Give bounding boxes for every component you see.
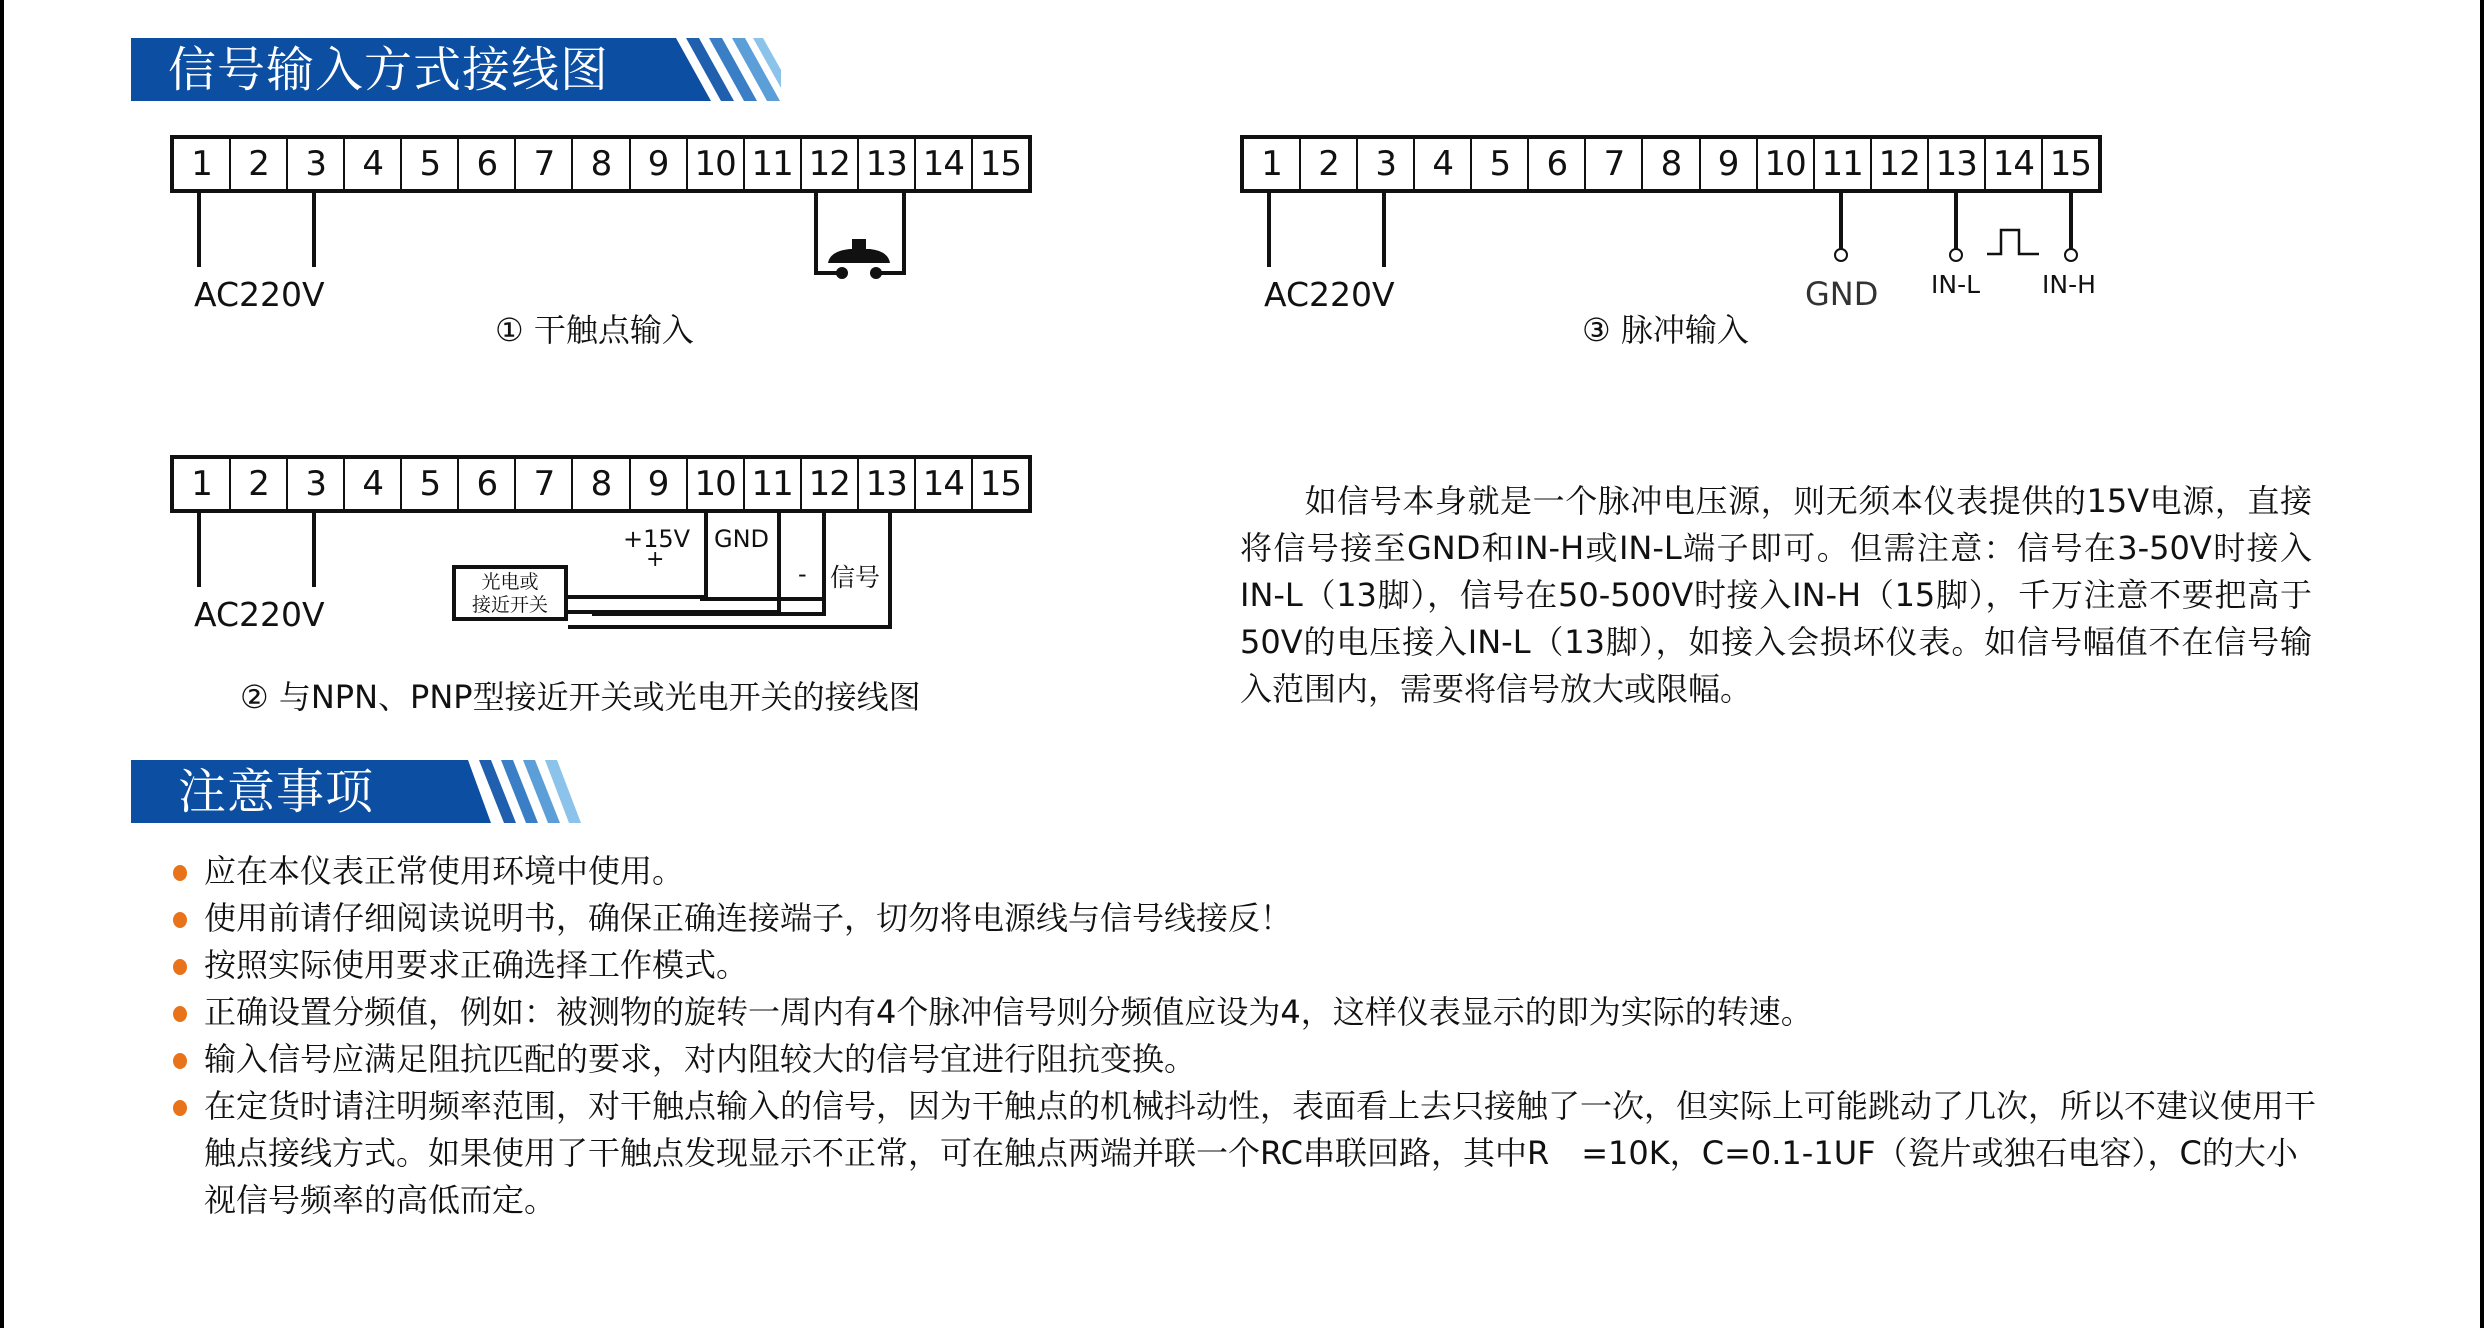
terminal-13: 13: [1929, 139, 1986, 189]
plus15v-label: +15V: [623, 525, 691, 553]
terminal-strip-pulse: [1240, 135, 2102, 193]
sensor-box-line2: 接近开关: [471, 594, 548, 616]
wire-plus15v-h: [568, 595, 708, 599]
terminal-5: 5: [402, 459, 459, 509]
bullet-icon: [173, 912, 187, 928]
terminal-10: 10: [1758, 139, 1815, 189]
terminal-3: 3: [288, 459, 345, 509]
notes-list: [170, 848, 2320, 1224]
terminal-5: 5: [1472, 139, 1529, 189]
terminal-8: 8: [573, 139, 630, 189]
pulse-waveform-icon: [1985, 228, 2041, 258]
terminal-10: 10: [688, 459, 745, 509]
terminal-9: 9: [631, 459, 688, 509]
gnd-label: GND: [714, 525, 770, 553]
minus-label: -: [798, 560, 807, 588]
wire-signal: [888, 513, 892, 629]
terminal-15: 15: [979, 464, 1022, 504]
left-border: [0, 0, 4, 1328]
terminal-13: 13: [859, 139, 916, 189]
bullet-icon: [173, 865, 187, 881]
diagram-caption: ① 干触点输入: [495, 311, 694, 349]
terminal-4: 4: [345, 459, 402, 509]
terminal-2: 2: [1301, 139, 1358, 189]
terminal-14: 14: [1986, 139, 2043, 189]
list-item: 按照实际使用要求正确选择工作模式。: [170, 942, 2320, 989]
wire-terminal-3: [1382, 193, 1386, 267]
terminal-8: 8: [1643, 139, 1700, 189]
terminal-6: 6: [459, 459, 516, 509]
power-label: AC220V: [194, 595, 325, 634]
wire-plus15v: [704, 513, 708, 599]
terminal-6: 6: [459, 139, 516, 189]
terminal-11: 11: [1815, 139, 1872, 189]
list-item: 使用前请仔细阅读说明书，确保正确连接端子，切勿将电源线与信号线接反！: [170, 895, 2320, 942]
section-title: 信号输入方式接线图: [168, 42, 610, 98]
pulse-note-paragraph: [1240, 478, 2312, 713]
list-item: 应在本仪表正常使用环境中使用。: [170, 848, 2320, 895]
terminal-1: 1: [174, 459, 231, 509]
terminal-15: 15: [979, 144, 1022, 184]
wire-gnd: [777, 513, 781, 614]
bullet-icon: [173, 959, 187, 975]
terminal-6: 6: [1529, 139, 1586, 189]
wire-terminal-1: [1267, 193, 1271, 267]
terminal-strip-sensor: [170, 455, 1032, 513]
terminal-2: 2: [231, 459, 288, 509]
terminal-14: 14: [916, 459, 973, 509]
terminal-3: 3: [1358, 139, 1415, 189]
terminal-3: 3: [288, 139, 345, 189]
wire-terminal-1: [197, 193, 201, 267]
terminal-12: 12: [802, 139, 859, 189]
signal-label: 信号: [830, 563, 881, 592]
sensor-box: [452, 565, 568, 621]
right-border: [2480, 0, 2484, 1328]
diagram-caption: ③ 脉冲输入: [1582, 311, 1749, 349]
list-item: 在定货时请注明频率范围，对干触点输入的信号，因为干触点的机械抖动性，表面看上去只接触了一次，但实际上可能跳动了几次，所以不建议使用干触点接线方式。如果使用了干触点发现显示不正常，可在触点两端并联一个RC串联回路，其中R =10K，C=0.1-1UF（瓷片或独石电容），C的大小视信号频率的高低而定。: [170, 1083, 2324, 1224]
in-l-label: IN-L: [1931, 270, 1981, 299]
terminal-9: 9: [631, 139, 688, 189]
terminal-10: 10: [688, 139, 745, 189]
pulse-terminals-icon: [1780, 193, 2100, 263]
terminal-7: 7: [1586, 139, 1643, 189]
terminal-12: 12: [802, 459, 859, 509]
pulse-note-text: 如信号本身就是一个脉冲电压源，则无须本仪表提供的15V电源，直接将信号接至GND和IN-H或IN-L端子即可。但需注意：信号在3-50V时接入IN-L（13脚），信号在50-500V时接入IN-H（15脚），千万注意不要把高于50V的电压接入IN-L（13脚），如接入会损坏仪表。如信号幅值不在信号输入范围内，需要将信号放大或限幅。: [1240, 482, 2312, 708]
gnd-label: GND: [1805, 275, 1879, 313]
bullet-icon: [173, 1006, 187, 1022]
power-label: AC220V: [194, 275, 325, 314]
wire-terminal-3: [312, 193, 316, 267]
diagram-caption: ② 与NPN、PNP型接近开关或光电开关的接线图: [240, 678, 921, 716]
terminal-13: 13: [859, 459, 916, 509]
section-title: 注意事项: [178, 764, 375, 820]
bullet-icon: [173, 1053, 187, 1069]
plus-label: +: [646, 547, 665, 572]
terminal-11: 11: [745, 139, 802, 189]
wire-terminal-1: [197, 513, 201, 587]
section-header-notes: [131, 760, 591, 823]
terminal-5: 5: [402, 139, 459, 189]
terminal-14: 14: [916, 139, 973, 189]
terminal-9: 9: [1701, 139, 1758, 189]
terminal-12: 12: [1872, 139, 1929, 189]
section-header-wiring: [131, 38, 781, 101]
push-button-switch-icon: [800, 193, 940, 283]
power-label: AC220V: [1264, 275, 1395, 314]
terminal-15: 15: [2049, 144, 2092, 184]
terminal-1: 1: [174, 139, 231, 189]
terminal-8: 8: [573, 459, 630, 509]
terminal-7: 7: [516, 139, 573, 189]
wire-gnd-h: [568, 610, 781, 614]
terminal-strip-dry-contact: [170, 135, 1032, 193]
terminal-2: 2: [231, 139, 288, 189]
wire-terminal-3: [312, 513, 316, 587]
in-h-label: IN-H: [2042, 270, 2096, 299]
terminal-11: 11: [745, 459, 802, 509]
sensor-box-line1: 光电或: [481, 571, 539, 593]
wire-signal-h: [568, 625, 892, 629]
list-item: 正确设置分频值，例如：被测物的旋转一周内有4个脉冲信号则分频值应设为4，这样仪表显示的即为实际的转速。: [170, 989, 2320, 1036]
list-item: 输入信号应满足阻抗匹配的要求，对内阻较大的信号宜进行阻抗变换。: [170, 1036, 2320, 1083]
terminal-4: 4: [1415, 139, 1472, 189]
terminal-1: 1: [1244, 139, 1301, 189]
bullet-icon: [173, 1100, 187, 1116]
terminal-7: 7: [516, 459, 573, 509]
terminal-4: 4: [345, 139, 402, 189]
